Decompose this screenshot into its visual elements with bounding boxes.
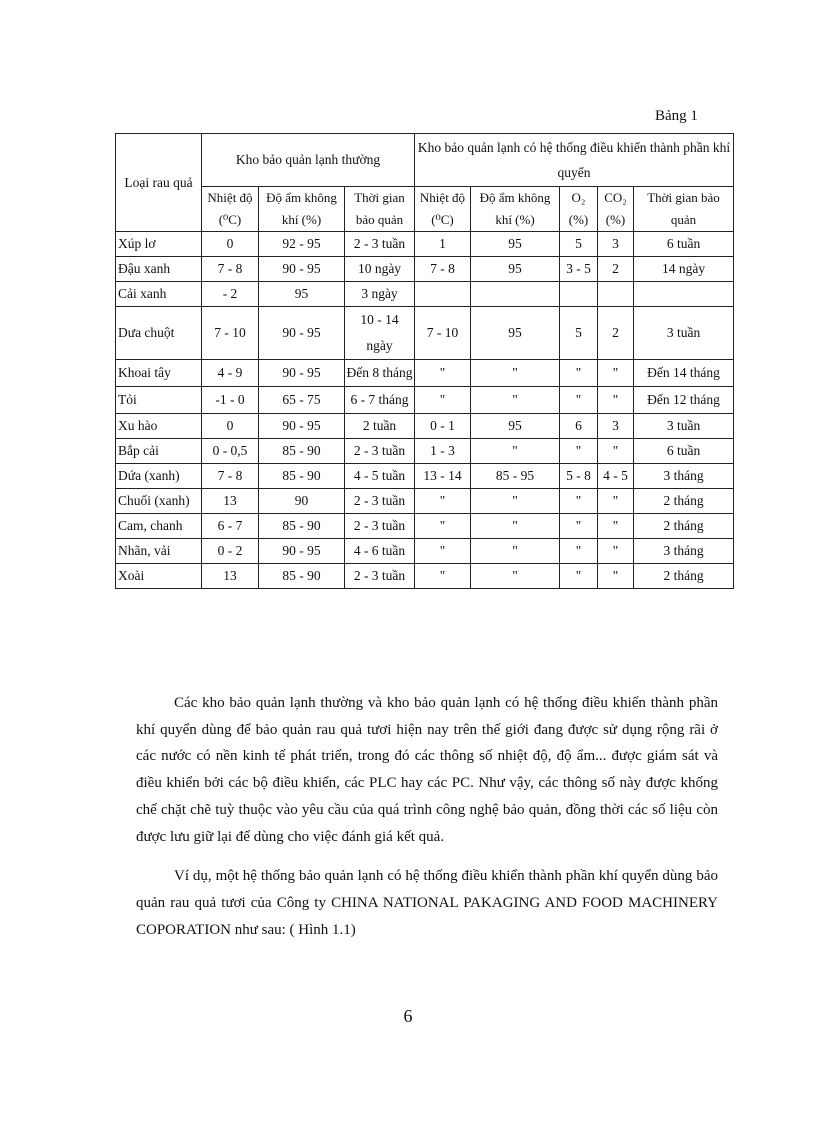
table-cell: 2 - 3 tuần	[345, 489, 415, 514]
table-cell: 7 - 10	[415, 307, 471, 360]
table-cell: 14 ngày	[634, 257, 734, 282]
table-cell: 3	[598, 232, 634, 257]
table-cell: 3 - 5	[560, 257, 598, 282]
table-cell: Đến 8 tháng	[345, 360, 415, 387]
table-cell: "	[598, 489, 634, 514]
row-label: Đậu xanh	[116, 257, 202, 282]
table-cell: 85 - 90	[259, 439, 345, 464]
table-cell: 0 - 1	[415, 414, 471, 439]
table-cell: "	[415, 360, 471, 387]
row-label: Nhãn, vải	[116, 539, 202, 564]
table-cell: 5	[560, 232, 598, 257]
table-cell	[471, 282, 560, 307]
table-cell: 95	[471, 232, 560, 257]
table-cell: 4 - 5	[598, 464, 634, 489]
table-cell: - 2	[202, 282, 259, 307]
table-cell: 7 - 8	[202, 257, 259, 282]
table-cell: "	[415, 564, 471, 589]
table-cell: "	[560, 564, 598, 589]
paragraph-1: Các kho bảo quản lạnh thường và kho bảo quản lạnh có hệ thống điều khiển thành phần khí quyển dùng để bảo quản rau quả tươi hiện nay trên thế giới đang được sử dụng rộng rãi ở các nước có nền kinh tế phát triển, trong đó các thông số nhiệt độ, độ ẩm... được giám sát và điều khiển bởi các bộ điều khiển, các PLC hay các PC. Như vậy, các thông số này được khống chế chặt chẽ tuỳ thuộc vào yêu cầu của quá trình công nghệ bảo quản, đồng thời các số liệu còn được lưu giữ lại để dùng cho việc đánh giá kết quả.	[136, 695, 718, 845]
row-label: Xu hào	[116, 414, 202, 439]
table-cell: 2 - 3 tuần	[345, 232, 415, 257]
table-cell: 13	[202, 489, 259, 514]
table-cell: "	[560, 514, 598, 539]
table-cell: 3 tuần	[634, 414, 734, 439]
table-cell: "	[598, 360, 634, 387]
subheader-co2: CO₂ (%)	[598, 187, 634, 232]
table-cell: 65 - 75	[259, 387, 345, 414]
table-cell: 90 - 95	[259, 539, 345, 564]
subheader-ca-temperature: Nhiệt độ (⁰C)	[415, 187, 471, 232]
table-cell: 1 - 3	[415, 439, 471, 464]
table-row	[116, 564, 734, 589]
table-cell: 6 tuần	[634, 439, 734, 464]
row-label: Cam, chanh	[116, 514, 202, 539]
table-cell: 4 - 5 tuần	[345, 464, 415, 489]
table-cell: "	[471, 564, 560, 589]
table-cell: 1	[415, 232, 471, 257]
table-cell	[560, 282, 598, 307]
header-normal-cold-storage: Kho bảo quản lạnh thường	[202, 134, 415, 187]
table-cell: 2 tháng	[634, 489, 734, 514]
table-cell: 6 - 7	[202, 514, 259, 539]
row-label: Xoài	[116, 564, 202, 589]
table-row	[116, 307, 734, 360]
table-cell: "	[598, 387, 634, 414]
table-cell: -1 - 0	[202, 387, 259, 414]
storage-conditions-table	[115, 133, 734, 589]
table-cell: 3 tháng	[634, 464, 734, 489]
table-cell: 4 - 9	[202, 360, 259, 387]
table-cell: 10 - 14 ngày	[345, 307, 415, 360]
table-cell: 0 - 2	[202, 539, 259, 564]
table-cell	[598, 282, 634, 307]
table-cell: "	[471, 489, 560, 514]
table-cell: 0	[202, 414, 259, 439]
table-cell: 0	[202, 232, 259, 257]
row-label: Cải xanh	[116, 282, 202, 307]
table-cell: "	[415, 489, 471, 514]
table-cell: 2 tuần	[345, 414, 415, 439]
table-cell: "	[560, 539, 598, 564]
table-cell	[415, 282, 471, 307]
table-cell: 6 - 7 tháng	[345, 387, 415, 414]
table-cell: "	[471, 360, 560, 387]
table-cell: 95	[471, 307, 560, 360]
table-cell: 2 - 3 tuần	[345, 439, 415, 464]
table-cell: 7 - 8	[202, 464, 259, 489]
table-cell: 2	[598, 257, 634, 282]
table-row	[116, 232, 734, 257]
table-cell: 90 - 95	[259, 360, 345, 387]
table-cell: 90 - 95	[259, 257, 345, 282]
table-cell: "	[471, 514, 560, 539]
table-cell: 5 - 8	[560, 464, 598, 489]
row-label: Tỏi	[116, 387, 202, 414]
table-caption: Bảng 1	[655, 108, 698, 124]
table-cell: 95	[471, 257, 560, 282]
header-produce: Loại rau quả	[116, 134, 202, 232]
table-cell: "	[598, 539, 634, 564]
table-cell: 2 tháng	[634, 514, 734, 539]
table-cell: 7 - 10	[202, 307, 259, 360]
subheader-humidity: Độ ẩm không khí (%)	[259, 187, 345, 232]
paragraph-2: Ví dụ, một hệ thống bảo quản lạnh có hệ thống điều khiển thành phần khí quyển dùng bảo quản rau quả tươi của Công ty CHINA NATIONAL PAKAGING AND FOOD MACHINERY COPORATION như sau: ( Hình 1.1)	[136, 868, 718, 938]
table-cell: "	[598, 514, 634, 539]
subheader-storage-time: Thời gian bảo quản	[345, 187, 415, 232]
table-cell: "	[598, 439, 634, 464]
table-row	[116, 489, 734, 514]
table-cell: 7 - 8	[415, 257, 471, 282]
table-cell: 6 tuần	[634, 232, 734, 257]
table-row	[116, 439, 734, 464]
table-cell: 90 - 95	[259, 307, 345, 360]
table-cell: 85 - 90	[259, 564, 345, 589]
table-cell: 90 - 95	[259, 414, 345, 439]
table-cell: Đến 14 tháng	[634, 360, 734, 387]
table-cell: 2 - 3 tuần	[345, 564, 415, 589]
table-cell: "	[560, 387, 598, 414]
table-cell: 13 - 14	[415, 464, 471, 489]
row-label: Xúp lơ	[116, 232, 202, 257]
table-cell: 0 - 0,5	[202, 439, 259, 464]
table-row	[116, 414, 734, 439]
table-cell: 4 - 6 tuần	[345, 539, 415, 564]
table-cell	[634, 282, 734, 307]
header-controlled-atmosphere-storage: Kho bảo quản lạnh có hệ thống điều khiển thành phần khí quyển	[415, 134, 734, 187]
table-cell: 3 tháng	[634, 539, 734, 564]
table-cell: 90	[259, 489, 345, 514]
table-cell: 3 ngày	[345, 282, 415, 307]
table-cell: "	[560, 360, 598, 387]
table-cell: 6	[560, 414, 598, 439]
table-cell: 2	[598, 307, 634, 360]
table-cell: "	[560, 439, 598, 464]
body-text	[136, 690, 718, 943]
table-cell: 95	[471, 414, 560, 439]
subheader-ca-storage-time: Thời gian bảo quản	[634, 187, 734, 232]
table-row	[116, 257, 734, 282]
table-cell: 85 - 95	[471, 464, 560, 489]
table-cell: 10 ngày	[345, 257, 415, 282]
table-cell: 92 - 95	[259, 232, 345, 257]
page-number: 6	[403, 1006, 413, 1026]
table-cell: "	[415, 514, 471, 539]
table-cell: "	[471, 387, 560, 414]
table-cell: Đến 12 tháng	[634, 387, 734, 414]
subheader-o2: O₂ (%)	[560, 187, 598, 232]
subheader-temperature: Nhiệt độ (⁰C)	[202, 187, 259, 232]
table-cell: "	[598, 564, 634, 589]
table-cell: 2 - 3 tuần	[345, 514, 415, 539]
table-row	[116, 387, 734, 414]
table-row	[116, 514, 734, 539]
table-cell: "	[415, 539, 471, 564]
table-cell: "	[560, 489, 598, 514]
table-cell: 3 tuần	[634, 307, 734, 360]
row-label: Dứa (xanh)	[116, 464, 202, 489]
subheader-ca-humidity: Độ ẩm không khí (%)	[471, 187, 560, 232]
table-cell: "	[471, 539, 560, 564]
row-label: Chuối (xanh)	[116, 489, 202, 514]
table-cell: 85 - 90	[259, 464, 345, 489]
table-cell: 2 tháng	[634, 564, 734, 589]
row-label: Bắp cải	[116, 439, 202, 464]
table-cell: 3	[598, 414, 634, 439]
table-row	[116, 282, 734, 307]
row-label: Khoai tây	[116, 360, 202, 387]
table-row	[116, 360, 734, 387]
table-cell: "	[471, 439, 560, 464]
table-cell: 5	[560, 307, 598, 360]
table-cell: 85 - 90	[259, 514, 345, 539]
table-row	[116, 464, 734, 489]
table-cell: "	[415, 387, 471, 414]
row-label: Dưa chuột	[116, 307, 202, 360]
table-cell: 13	[202, 564, 259, 589]
table-cell: 95	[259, 282, 345, 307]
table-row	[116, 539, 734, 564]
